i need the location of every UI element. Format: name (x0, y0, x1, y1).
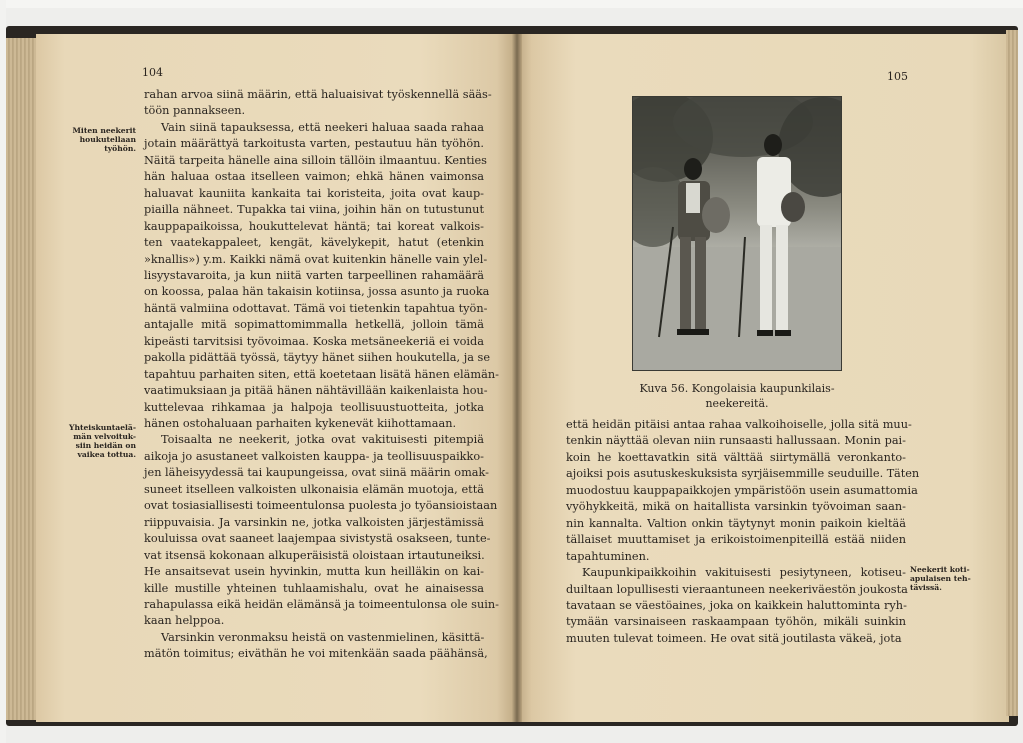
text-line: kipeästi tarvitsisi työvoimaa. Koska metsäneekeriä ei voida (144, 334, 484, 348)
margin-note (66, 126, 136, 153)
margin-note-line: tävissä. (910, 583, 942, 592)
text-line: tapahtuu parhaiten siten, että koetetaan lisätä hänen elämän- (144, 367, 499, 381)
book-gutter (512, 34, 522, 722)
text-line: Näitä tarpeita hänelle aina silloin tällöin ilmaantuu. Kenties (144, 153, 487, 167)
scan-border (0, 0, 1023, 8)
text-line: on koossa, palaa hän takaisin kotiinsa, jossa asunto ja ruoka (144, 285, 490, 299)
text-line: kauppapaikoissa, houkuttelevat häntä; tai koreat valkois- (144, 219, 484, 233)
text-line: suneet itselleen valkoisten ulkonaisia elämän muotoja, että (144, 482, 484, 496)
margin-note-line: Neekerit koti- (910, 565, 970, 574)
text-line: lisyystavaroita, ja kun niitä varten tarpeellinen rahamäärä (144, 268, 484, 282)
caption-line: neekereitä. (705, 397, 769, 410)
text-line: Vain siinä tapauksessa, että neekeri haluaa saada rahaa (161, 120, 484, 134)
text-line: Varsinkin veronmaksu heistä on vastenmielinen, käsittä- (161, 630, 485, 644)
text-line: kaan helppoa. (144, 614, 225, 628)
text-line: hänen ostohaluaan parhaiten kykenevät kiihottamaan. (144, 417, 457, 430)
margin-note-line: Yhteiskuntaelä- (69, 423, 136, 432)
text-line: haluavat kauniita kankaita tai koristeita, joita ovat kaup- (144, 186, 484, 200)
margin-note (66, 423, 136, 459)
text-line: muuten tulevat toimeen. He ovat sitä joutilasta väkeä, jota (566, 631, 902, 645)
text-line: häntä valmiina odottavat. Tämä voi tietenkin tapahtua työn- (144, 301, 488, 315)
margin-note-line: män velvoituk- (73, 432, 136, 441)
text-line: kouluissa ovat saaneet laajempaa sivistystä osakseen, tunte- (144, 532, 491, 546)
text-line: ajoiksi pois asutuskeskuksista syrjäisemmille seuduille. Täten (566, 467, 920, 481)
page-number-left: 104 (142, 66, 163, 79)
text-line: tenkin näyttää olevan niin runsaasti hallussaan. Monin pai- (566, 434, 906, 448)
text-line: tymään varsinaiseen raskaampaan työhön, mikäli suinkin (566, 615, 906, 629)
margin-note-line: siin heidän on (75, 441, 136, 450)
margin-note-line: apulaisen teh- (910, 574, 971, 583)
text-line: tapahtuminen. (566, 549, 650, 563)
margin-note (910, 565, 990, 592)
text-line: antajalle mitä sopimattomimmalla hetkellä, jolloin tämä (144, 318, 484, 332)
text-line: riippuvaisia. Ja varsinkin ne, jotka valkoisten järjestämissä (144, 515, 484, 529)
text-line: »knallis») y.m. Kaikki nämä ovat kuitenkin hänelle vain ylel- (144, 252, 488, 266)
margin-note-line: vaikea tottua. (77, 450, 136, 459)
page-stack-right (1006, 30, 1018, 716)
text-line: rahan arvoa siinä määrin, että haluaisivat työskennellä sääs- (144, 88, 492, 101)
text-line: hän haluaa ostaa itselleen vaimon; ehkä hänen vaimonsa (144, 170, 484, 184)
text-line: että heidän pitäisi antaa rahaa valkoihoiselle, jolla sitä muu- (566, 418, 912, 431)
photo-illustration (633, 97, 841, 370)
text-line: muodostuu kauppapaikkojen ympäristöön usein asumattomia (566, 483, 918, 497)
text-line: koin he koettavatkin sitä välttää siirtymällä veronkanto- (566, 450, 906, 464)
text-line: jotain määrättyä tarkoitusta varten, pestautuu hän työhön. (144, 137, 484, 151)
text-line: kille mustille yhteinen tuhlaamishalu, ovat he ainaisessa (144, 581, 484, 595)
text-line: vat itsensä kokonaan alkuperäisistä oloistaan irtautuneiksi. (144, 548, 485, 562)
text-line: vyöhykkeitä, mikä on haitallista varsinkin työvoiman saan- (566, 500, 906, 514)
text-line: Kaupunkipaikkoihin vakituisesti pesiytyneen, kotiseu- (582, 566, 906, 580)
margin-note-line: houkutellaan (79, 135, 136, 144)
page-stack-left (6, 38, 38, 720)
text-line: ten vaatekappaleet, kengät, kävelykepit, hatut (etenkin (144, 236, 484, 250)
text-line: tavataan se väestöaines, joka on kaikkein haluttominta ryh- (566, 598, 907, 612)
text-line: rahapulassa eikä heidän elämänsä ja toimeentulonsa ole suin- (144, 597, 499, 611)
text-line: Toisaalta ne neekerit, jotka ovat vakituisesti pitempiä (161, 433, 484, 447)
photograph-two-men (632, 96, 842, 371)
text-line: duiltaan lopullisesti vieraantuneen neekeriväestön joukosta (566, 582, 908, 596)
text-line: aikoja jo asustaneet valkoisten kauppa- ja teollisuuspaikko- (144, 449, 484, 463)
text-line: piailla nähneet. Tupakka tai viina, joihin hän on tutustunut (144, 203, 484, 217)
text-line: mätön toimitus; eiväthän he voi mitenkään saada päähänsä, (144, 647, 488, 661)
text-line: He ansaitsevat usein hyvinkin, mutta kun heilläkin on kai- (144, 565, 484, 579)
text-line: nin kannalta. Valtion onkin täytynyt monin paikoin kieltää (566, 516, 906, 530)
text-line: tällaiset muuttamiset ja erikoistoimenpiteillä estää niiden (566, 533, 906, 547)
margin-note-line: Miten neekerit (72, 126, 136, 135)
figure-caption (612, 381, 862, 411)
text-line: töön pannakseen. (144, 104, 246, 118)
text-line: pakolla pidättää työssä, täytyy hänet siihen houkutella, ja se (144, 351, 491, 365)
text-line: kuttelevaa rihkamaa ja halpoja teollisuustuotteita, jotka (144, 400, 484, 414)
text-line: jen läheisyydessä tai kaupungeissa, ovat siinä määrin omak- (144, 466, 489, 480)
margin-note-line: työhön. (104, 144, 136, 153)
text-line: vaatimuksiaan ja pitää hänen nähtävillään kaikenlaista hou- (144, 384, 488, 398)
text-line: ovat tosiasiallisesti toimeentulonsa puolesta jo työansioistaan (144, 499, 498, 513)
page-number-right: 105 (887, 70, 908, 83)
caption-line: Kuva 56. Kongolaisia kaupunkilais- (639, 382, 835, 395)
